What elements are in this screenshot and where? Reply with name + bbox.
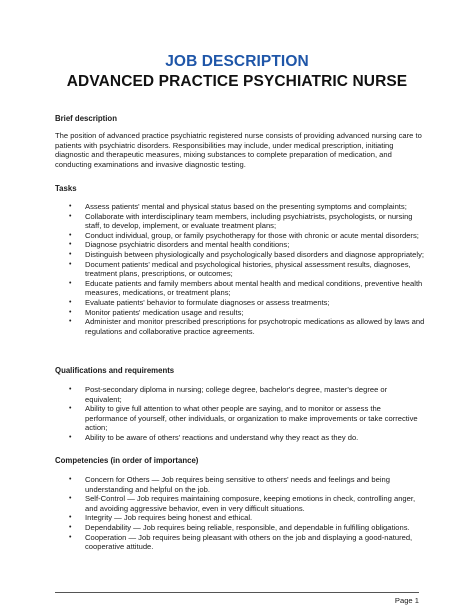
brief-description-text: The position of advanced practice psychiatric registered nurse consists of providing advanced nursing care to patients with psychiatric disorders. Responsibilities may include, under medical prescription, initiating diagnostic and therapeutic measures, mixing substances to complete preparation of medication, and conducting examinations and invasive diagnostic testing. <box>55 131 422 169</box>
title-block <box>0 53 474 91</box>
tasks-list <box>55 202 425 336</box>
bullet-icon: • <box>69 533 72 541</box>
tasks-heading: Tasks <box>55 184 77 193</box>
list-item: • Assess patients' mental and physical status based on the presenting symptoms and complaints; <box>69 202 407 211</box>
list-item: • Diagnose psychiatric disorders and mental health conditions; <box>69 240 290 250</box>
list-item: • Administer and monitor prescribed prescriptions for psychotropic medications as allowed by laws and regulations and collaborative practice agreements. <box>69 317 425 336</box>
bullet-icon: • <box>69 386 72 393</box>
list-item: • Self-Control — Job requires maintaining composure, keeping emotions in check, controlling anger, and avoiding aggressive behavior, even in very difficult situations. <box>69 494 416 513</box>
list-item: • Dependability — Job requires being reliable, responsible, and dependable in fulfilling obligations. <box>69 522 410 532</box>
bullet-icon: • <box>69 405 72 413</box>
list-item: • Collaborate with interdisciplinary team members, including psychiatrists, psychologists, or nursing staff, to develop, implement, or evaluate treatment plans; <box>69 211 413 231</box>
bullet-icon: • <box>69 308 72 316</box>
bullet-icon: • <box>69 241 72 249</box>
bullet-icon: • <box>69 476 72 483</box>
list-item: • Educate patients and family members about mental health and medical conditions, preventive health measures, medications, or treatment plans; <box>69 278 423 298</box>
list-item: • Monitor patients' medication usage and results; <box>69 307 244 317</box>
list-item: • Concern for Others — Job requires being sensitive to others' needs and feelings and being understanding and helpful on the job. <box>69 475 390 494</box>
qualifications-heading: Qualifications and requirements <box>55 366 175 375</box>
qualifications-list <box>55 385 425 443</box>
bullet-icon: • <box>69 231 72 239</box>
tasks-section <box>55 184 425 336</box>
bullet-icon: • <box>69 250 72 258</box>
footer-divider <box>55 592 419 593</box>
bullet-icon: • <box>69 318 72 326</box>
competencies-section <box>55 456 425 552</box>
bullet-icon: • <box>69 298 72 306</box>
competencies-heading: Competencies (in order of importance) <box>55 456 199 465</box>
competencies-list <box>55 475 425 552</box>
brief-description-heading: Brief description <box>55 114 117 123</box>
bullet-icon: • <box>69 495 72 503</box>
list-item: • Post-secondary diploma in nursing; college degree, bachelor's degree, master's degree or equivalent; <box>69 385 388 404</box>
list-item: • Evaluate patients' behavior to formulate diagnoses or assess treatments; <box>69 297 330 307</box>
bullet-icon: • <box>69 523 72 531</box>
bullet-icon: • <box>69 212 72 220</box>
bullet-icon: • <box>69 279 72 287</box>
list-item: • Distinguish between physiologically and psychologically based disorders and diagnose appropriately; <box>69 249 424 259</box>
list-item: • Cooperation — Job requires being pleasant with others on the job and displaying a good-natured, cooperative attitude. <box>69 532 413 552</box>
bullet-icon: • <box>69 433 72 441</box>
list-item: • Integrity — Job requires being honest and ethical. <box>69 513 253 523</box>
list-item: • Document patients' medical and psychological histories, physical assessment results, diagnoses, treatment plans, prescriptions, or outcomes; <box>69 259 411 279</box>
job-title: ADVANCED PRACTICE PSYCHIATRIC NURSE <box>66 73 408 90</box>
list-item: • Ability to give full attention to what other people are saying, and to monitor or assess the performance of yourself, other individuals, or organization to make improvements or take corrective action; <box>69 404 418 433</box>
qualifications-section <box>55 366 425 443</box>
list-item: • Conduct individual, group, or family psychotherapy for those with chronic or acute mental disorders; <box>69 230 419 240</box>
bullet-icon: • <box>69 260 72 268</box>
bullet-icon: • <box>69 514 72 522</box>
page-number: Page 1 <box>394 596 419 605</box>
brief-description-section <box>55 114 425 169</box>
document-title: JOB DESCRIPTION <box>165 53 309 70</box>
list-item: • Ability to be aware of others' reactions and understand why they react as they do. <box>69 432 359 442</box>
bullet-icon: • <box>69 203 72 210</box>
